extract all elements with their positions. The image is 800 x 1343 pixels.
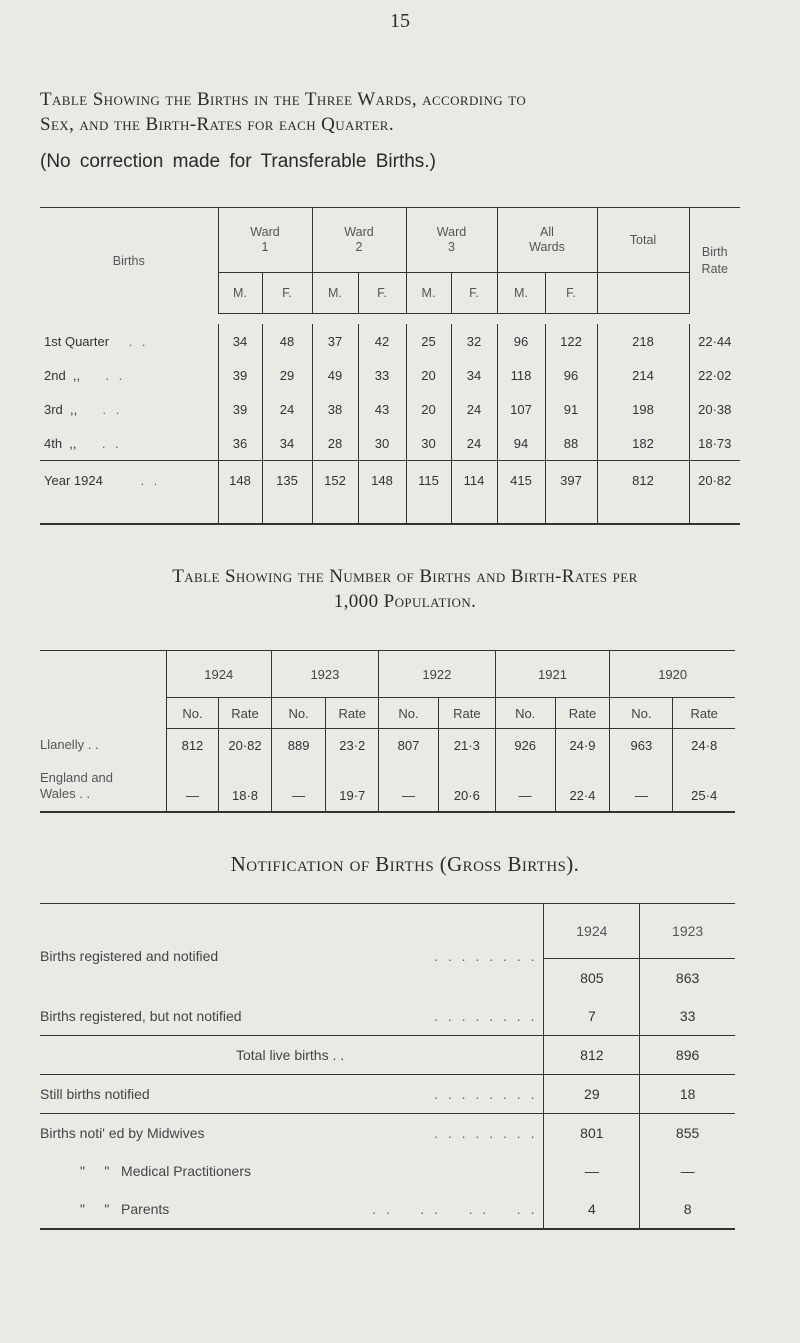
cell: 20·82 (689, 461, 740, 525)
cell: 148 (358, 461, 406, 525)
cell: 18 (640, 1075, 735, 1114)
sex-female: F. (262, 273, 312, 314)
sex-female: F. (358, 273, 406, 314)
cell: 49 (312, 358, 358, 392)
row-label: 4th ,, (44, 435, 77, 451)
row-label: Llanelly . . (40, 736, 99, 752)
row-label: 2nd ,, (44, 367, 81, 383)
cell: 22·4 (555, 761, 610, 812)
dot-leader: . . . . . . . . (434, 1086, 538, 1102)
cell: 33 (358, 358, 406, 392)
cell: 812 (544, 1036, 640, 1075)
year-header: 1924 (166, 651, 271, 698)
cell: 855 (640, 1114, 735, 1153)
cell: 88 (545, 426, 597, 461)
cell: 42 (358, 324, 406, 358)
cell: 135 (262, 461, 312, 525)
table3-title: Notification of Births (Gross Births). (230, 852, 580, 876)
cell: 25·4 (673, 761, 735, 812)
row-label: England and Wales . . (40, 770, 114, 801)
rate-header: Rate (219, 698, 272, 729)
dot-leader: . . (140, 473, 161, 488)
cell: — (544, 1152, 640, 1190)
no-header: No. (379, 698, 439, 729)
no-header: No. (495, 698, 555, 729)
cell: — (610, 761, 673, 812)
cell: 24 (262, 392, 312, 426)
table-row (40, 1075, 735, 1114)
rate-header: Rate (326, 698, 379, 729)
table-row (40, 1152, 735, 1190)
table-row (40, 761, 735, 812)
sex-female: F. (451, 273, 497, 314)
cell: 91 (545, 392, 597, 426)
cell: 18·73 (689, 426, 740, 461)
dot-leader: . . (101, 435, 122, 451)
cell: 926 (495, 729, 555, 762)
cell: 24 (451, 392, 497, 426)
cell: 34 (262, 426, 312, 461)
ward1-header: Ward 1 (218, 208, 312, 273)
ward3-header: Ward 3 (406, 208, 497, 273)
cell: 19·7 (326, 761, 379, 812)
notification-table (40, 903, 735, 1230)
table-row (40, 392, 740, 426)
cell: 812 (597, 461, 689, 525)
dot-leader: . . . . . . . . (434, 947, 538, 964)
rate-header: Rate (438, 698, 495, 729)
cell: 805 (544, 959, 640, 998)
cell: 29 (544, 1075, 640, 1114)
table-row (40, 461, 740, 525)
cell: 34 (218, 324, 262, 358)
cell: 152 (312, 461, 358, 525)
cell: 28 (312, 426, 358, 461)
cell: 20 (406, 358, 451, 392)
cell: 21·3 (438, 729, 495, 762)
cell: 397 (545, 461, 597, 525)
cell: — (271, 761, 326, 812)
cell: 8 (640, 1190, 735, 1229)
cell: 20·38 (689, 392, 740, 426)
year-header: 1920 (610, 651, 735, 698)
cell: 94 (497, 426, 545, 461)
cell: 38 (312, 392, 358, 426)
no-header: No. (271, 698, 326, 729)
cell: 801 (544, 1114, 640, 1153)
cell: 20·6 (438, 761, 495, 812)
births-by-ward-table (40, 207, 740, 525)
dot-leader: . . (102, 401, 123, 417)
cell: 24 (451, 426, 497, 461)
rate-header: Rate (555, 698, 610, 729)
cell: 214 (597, 358, 689, 392)
cell: 182 (597, 426, 689, 461)
cell: 7 (544, 997, 640, 1036)
cell: 22·44 (689, 324, 740, 358)
table1-title (40, 87, 770, 137)
cell: — (379, 761, 439, 812)
table-row (40, 1114, 735, 1153)
cell: 889 (271, 729, 326, 762)
cell: 33 (640, 997, 735, 1036)
cell: 20 (406, 392, 451, 426)
row-label: 3rd ,, (44, 401, 78, 417)
row-label: " " Medical Practitioners (80, 1163, 251, 1179)
row-label: " " Parents (80, 1201, 170, 1217)
cell: — (166, 761, 219, 812)
table-row (40, 959, 735, 998)
table-row (40, 324, 740, 358)
table1-note: (No correction made for Transferable Births.) (40, 151, 436, 172)
cell: 807 (379, 729, 439, 762)
year-header: 1922 (379, 651, 496, 698)
cell: 29 (262, 358, 312, 392)
table-row (40, 729, 735, 762)
all-wards-header: All Wards (497, 208, 597, 273)
cell: 896 (640, 1036, 735, 1075)
sex-male: M. (218, 273, 262, 314)
cell: — (640, 1152, 735, 1190)
dot-leader: . . . . . . . . (372, 1201, 538, 1217)
cell: 24·8 (673, 729, 735, 762)
table-row (40, 997, 735, 1036)
cell: 148 (218, 461, 262, 525)
cell: 24·9 (555, 729, 610, 762)
birth-rate-header: Birth Rate (689, 208, 740, 314)
dot-leader: . . (128, 333, 149, 349)
year-header: 1923 (271, 651, 378, 698)
table1-title-line1: Table Showing the Births in the Three Wards, according to (40, 89, 527, 110)
cell: 96 (545, 358, 597, 392)
cell: 4 (544, 1190, 640, 1229)
births-header: Births (112, 253, 145, 268)
cell: 23·2 (326, 729, 379, 762)
sex-male: M. (497, 273, 545, 314)
no-header: No. (166, 698, 219, 729)
cell: 32 (451, 324, 497, 358)
row-label: Still births notified (40, 1086, 150, 1102)
cell: 118 (497, 358, 545, 392)
cell: 114 (451, 461, 497, 525)
cell: 96 (497, 324, 545, 358)
cell: 218 (597, 324, 689, 358)
cell: 107 (497, 392, 545, 426)
row-label: Total live births . . (236, 1047, 345, 1063)
cell: 812 (166, 729, 219, 762)
row-label: 1st Quarter (44, 333, 110, 349)
year-header: 1921 (495, 651, 610, 698)
cell: 36 (218, 426, 262, 461)
cell: 37 (312, 324, 358, 358)
cell: 18·8 (219, 761, 272, 812)
total-header: Total (597, 208, 689, 273)
sex-female: F. (545, 273, 597, 314)
row-label: Year 1924 (44, 473, 103, 488)
cell: 963 (610, 729, 673, 762)
dot-leader: . . . . . . . . (434, 1008, 538, 1024)
row-label: Births registered, but not notified (40, 1008, 242, 1024)
rate-header: Rate (673, 698, 735, 729)
cell: 39 (218, 358, 262, 392)
sex-male: M. (406, 273, 451, 314)
table1-title-line2: Sex, and the Birth-Rates for each Quarter. (40, 114, 395, 135)
cell: 30 (406, 426, 451, 461)
row-label: Births registered and notified (40, 947, 219, 964)
table2-title (40, 564, 770, 614)
table2-title-line1: Table Showing the Number of Births and Birth-Rates per (172, 566, 638, 587)
birth-rates-table (40, 650, 735, 813)
cell: 25 (406, 324, 451, 358)
cell: 20·82 (219, 729, 272, 762)
cell: 415 (497, 461, 545, 525)
cell: 198 (597, 392, 689, 426)
table-row (40, 426, 740, 461)
page-number: 15 (390, 10, 410, 32)
table-row (40, 1036, 735, 1075)
table-row (40, 1190, 735, 1229)
row-label: Births noti' ed by Midwives (40, 1125, 205, 1141)
sex-male: M. (312, 273, 358, 314)
cell: 115 (406, 461, 451, 525)
dot-leader: . . (105, 367, 126, 383)
cell: 34 (451, 358, 497, 392)
cell: 43 (358, 392, 406, 426)
table2-title-line2: 1,000 Population. (333, 591, 477, 612)
cell: — (495, 761, 555, 812)
dot-leader: . . . . . . . . (434, 1125, 538, 1141)
year-header: 1923 (640, 904, 735, 959)
cell: 863 (640, 959, 735, 998)
cell: 22·02 (689, 358, 740, 392)
cell: 39 (218, 392, 262, 426)
cell: 122 (545, 324, 597, 358)
table-row (40, 358, 740, 392)
ward2-header: Ward 2 (312, 208, 406, 273)
no-header: No. (610, 698, 673, 729)
cell: 30 (358, 426, 406, 461)
cell: 48 (262, 324, 312, 358)
year-header: 1924 (544, 904, 640, 959)
